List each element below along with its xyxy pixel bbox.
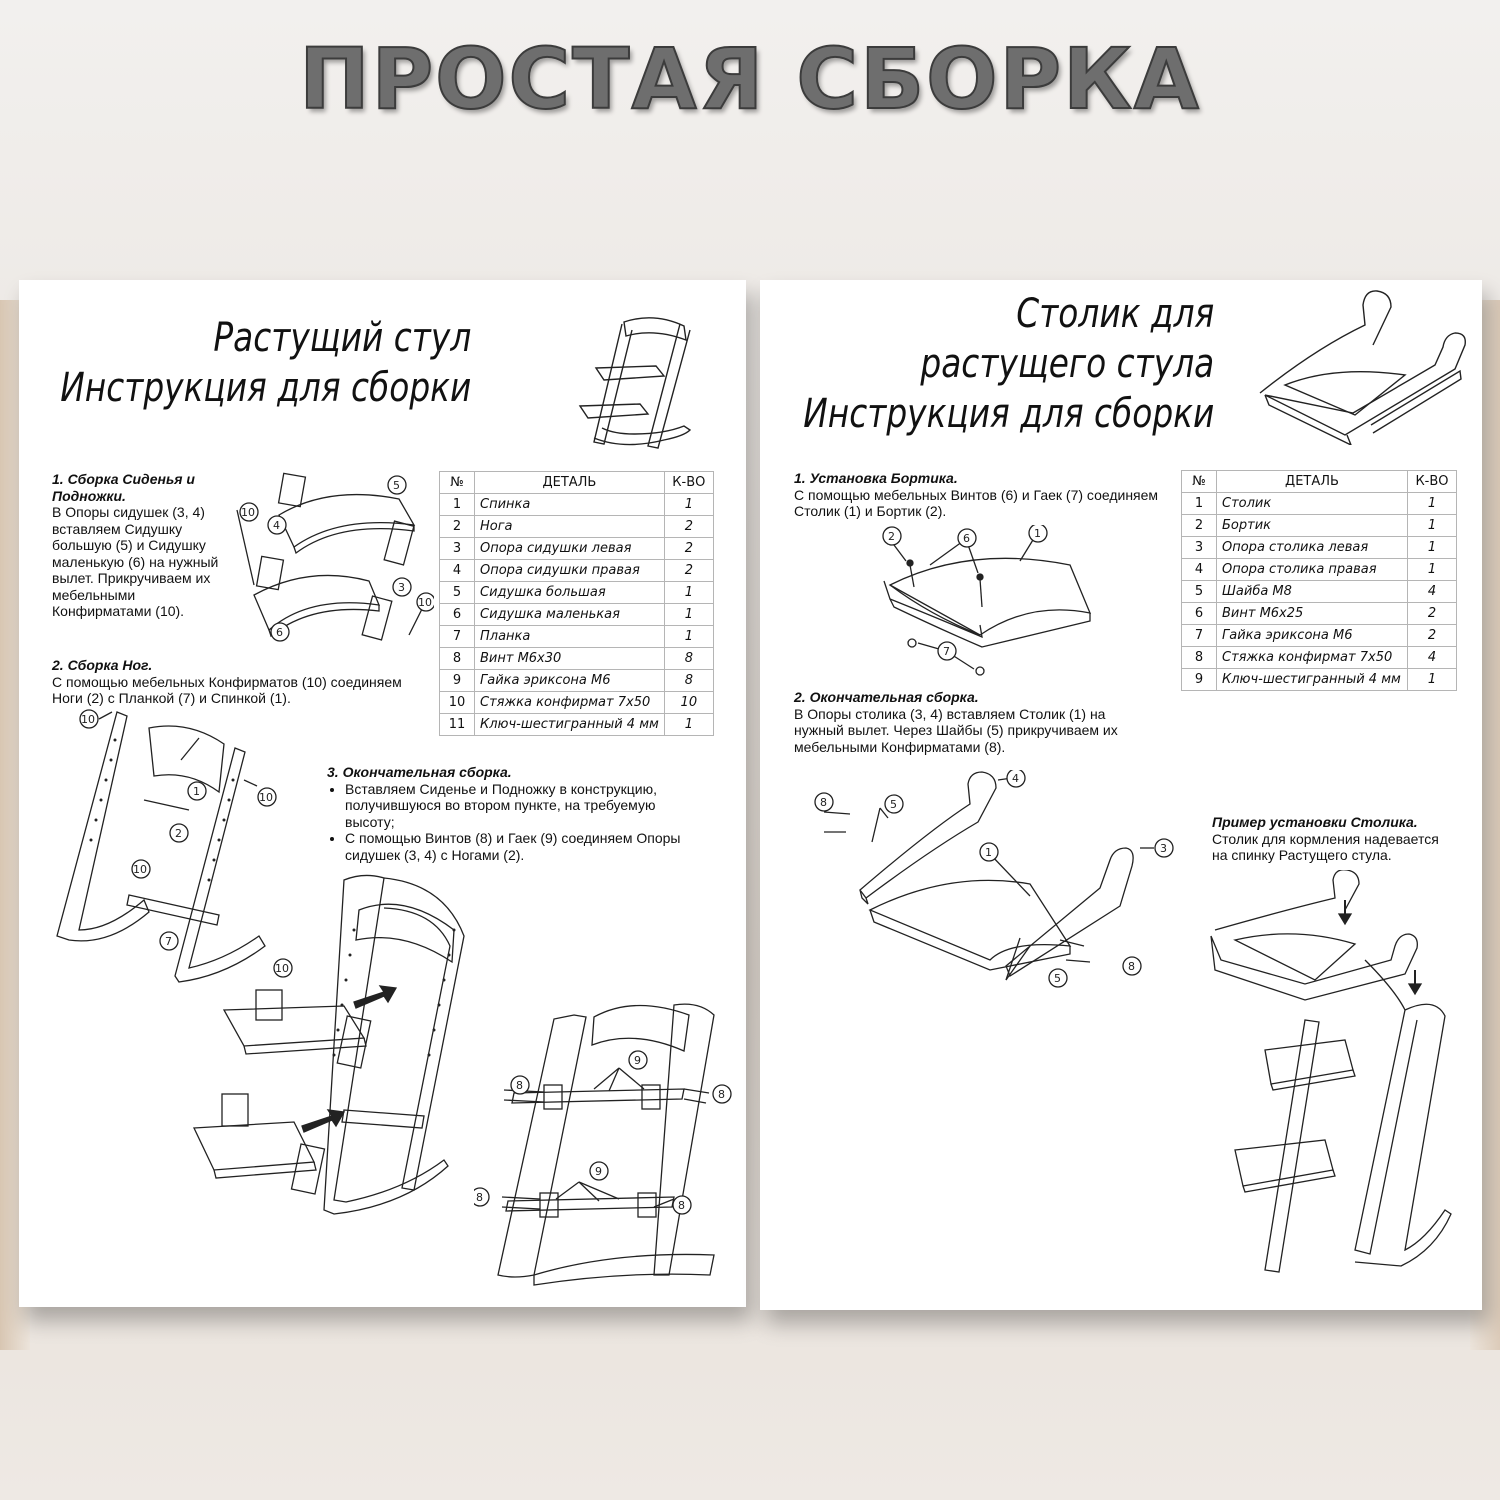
- tray-title: [803, 289, 1214, 439]
- callout-9: 9: [595, 1165, 602, 1178]
- chair-step-2-text: С помощью мебельных Конфирматов (10) соединяем Ноги (2) с Планкой (7) и Спинкой (1).: [52, 673, 402, 706]
- table-row: 11 Ключ-шестигранный 4 мм 1: [440, 714, 714, 736]
- col-number: №: [440, 472, 475, 494]
- callout-8: 8: [516, 1079, 523, 1092]
- callout-3: 3: [1160, 842, 1167, 855]
- tray-step-1-title: 1. Установка Бортика.: [794, 470, 958, 486]
- chair-title-line2: Инструкция для сборки: [59, 365, 471, 411]
- tray-instruction-sheet: [760, 280, 1482, 1310]
- fastening-drawing: [474, 995, 734, 1295]
- table-row: 3 Опора сидушки левая 2: [440, 538, 714, 560]
- tray-step-1: [794, 470, 1184, 520]
- callout-5: 5: [393, 479, 400, 492]
- table-row: 10 Стяжка конфирмат 7х50 10: [440, 692, 714, 714]
- tray-example-text: Столик для кормления надевается на спинку Растущего стула.: [1212, 830, 1439, 863]
- table-row: 1 Столик 1: [1182, 493, 1457, 515]
- table-row: 4 Опора столика правая 1: [1182, 559, 1457, 581]
- tray-step-2: [794, 689, 1154, 755]
- chair-step-3: [327, 764, 707, 863]
- callout-10: 10: [81, 713, 95, 726]
- tray-title-line2: растущего стула: [920, 341, 1214, 387]
- chair-parts-table: [439, 471, 714, 736]
- callout-10: 10: [275, 962, 289, 975]
- callout-7: 7: [165, 935, 172, 948]
- table-row: 3 Опора столика левая 1: [1182, 537, 1457, 559]
- table-row: 4 Опора сидушки правая 2: [440, 560, 714, 582]
- chair-step-1-title: 1. Сборка Сиденья и Подножки.: [52, 471, 195, 504]
- table-row: 2 Бортик 1: [1182, 515, 1457, 537]
- tray-parts-table: [1181, 470, 1457, 691]
- table-row: 5 Шайба М8 4: [1182, 581, 1457, 603]
- callout-7: 7: [943, 645, 950, 658]
- callout-8: 8: [678, 1199, 685, 1212]
- table-row: 6 Винт М6х25 2: [1182, 603, 1457, 625]
- callout-6: 6: [276, 626, 283, 639]
- callout-10: 10: [133, 863, 147, 876]
- tray-thumbnail-drawing: [1255, 285, 1480, 445]
- callout-8: 8: [1128, 960, 1135, 973]
- callout-1: 1: [193, 785, 200, 798]
- col-part: ДЕТАЛЬ: [1217, 471, 1408, 493]
- callout-10: 10: [418, 596, 432, 609]
- callout-1: 1: [1034, 527, 1041, 540]
- callout-8: 8: [820, 796, 827, 809]
- col-qty: К-ВО: [664, 472, 713, 494]
- chair-thumbnail-drawing: [574, 310, 714, 460]
- table-header-row: [1182, 471, 1457, 493]
- final-assembly-drawing: [184, 870, 484, 1220]
- chair-instruction-sheet: [19, 280, 746, 1307]
- chair-step-3-bullet-2: • С помощью Винтов (8) и Гаек (9) соединяем Опоры сидушек (3, 4) с Ногами (2).: [345, 830, 707, 863]
- table-row: 2 Нога 2: [440, 516, 714, 538]
- callout-1: 1: [985, 846, 992, 859]
- callout-2: 2: [175, 827, 182, 840]
- seat-assembly-drawing: [219, 465, 434, 655]
- tray-title-line3: Инструкция для сборки: [802, 391, 1214, 437]
- table-row: 6 Сидушка маленькая 1: [440, 604, 714, 626]
- callout-8: 8: [718, 1088, 725, 1101]
- tray-step-1-text: С помощью мебельных Винтов (6) и Гаек (7) соединяем Столик (1) и Бортик (2).: [794, 486, 1159, 519]
- col-qty: К-ВО: [1408, 471, 1457, 493]
- callout-5: 5: [890, 798, 897, 811]
- table-row: 7 Гайка эриксона М6 2: [1182, 625, 1457, 647]
- rim-assembly-drawing: [870, 525, 1100, 685]
- callout-6: 6: [963, 532, 970, 545]
- callout-2: 2: [888, 530, 895, 543]
- chair-step-3-bullet-1: • Вставляем Сиденье и Подножку в конструкцию, получившуюся во втором пункте, на требуемую высоту;: [345, 781, 707, 831]
- chair-title: [60, 313, 471, 413]
- chair-step-3-bullets: [327, 781, 707, 864]
- callout-10: 10: [259, 791, 273, 804]
- table-row: 9 Гайка эриксона М6 8: [440, 670, 714, 692]
- callout-4: 4: [1012, 772, 1019, 785]
- table-row: 1 Спинка 1: [440, 494, 714, 516]
- tray-example: [1212, 814, 1457, 864]
- chair-step-1-text: В Опоры сидушек (3, 4) вставляем Сидушку большую (5) и Сидушку маленькую (6) на нужный вылет. Прикручиваем их мебельными Конфирматами (10).: [52, 504, 219, 619]
- chair-step-3-title: 3. Окончательная сборка.: [327, 764, 512, 780]
- table-row: 7 Планка 1: [440, 626, 714, 648]
- table-header-row: [440, 472, 714, 494]
- table-row: 8 Стяжка конфирмат 7х50 4: [1182, 647, 1457, 669]
- tray-step-2-text: В Опоры столика (3, 4) вставляем Столик (1) на нужный вылет. Через Шайбы (5) прикручиваем их мебельными Конфирматами (8).: [794, 705, 1118, 755]
- tray-final-assembly-drawing: [810, 770, 1180, 1010]
- tray-on-chair-drawing: [1205, 870, 1470, 1300]
- tray-title-line1: Столик для: [1016, 291, 1214, 337]
- table-row: 8 Винт М6х30 8: [440, 648, 714, 670]
- tray-example-title: Пример установки Столика.: [1212, 814, 1418, 830]
- table-row: 5 Сидушка большая 1: [440, 582, 714, 604]
- callout-8: 8: [476, 1191, 483, 1204]
- chair-title-line1: Растущий стул: [213, 315, 472, 361]
- callout-3: 3: [398, 581, 405, 594]
- chair-step-2-title: 2. Сборка Ног.: [52, 657, 153, 673]
- col-number: №: [1182, 471, 1217, 493]
- col-part: ДЕТАЛЬ: [475, 472, 665, 494]
- callout-5: 5: [1054, 972, 1061, 985]
- chair-step-1: [52, 471, 222, 620]
- headline: ПРОСТАЯ СБОРКА: [299, 30, 1201, 128]
- table-row: 9 Ключ-шестигранный 4 мм 1: [1182, 669, 1457, 691]
- callout-4: 4: [273, 519, 280, 532]
- callout-9: 9: [634, 1054, 641, 1067]
- callout-10: 10: [241, 506, 255, 519]
- tray-step-2-title: 2. Окончательная сборка.: [794, 689, 979, 705]
